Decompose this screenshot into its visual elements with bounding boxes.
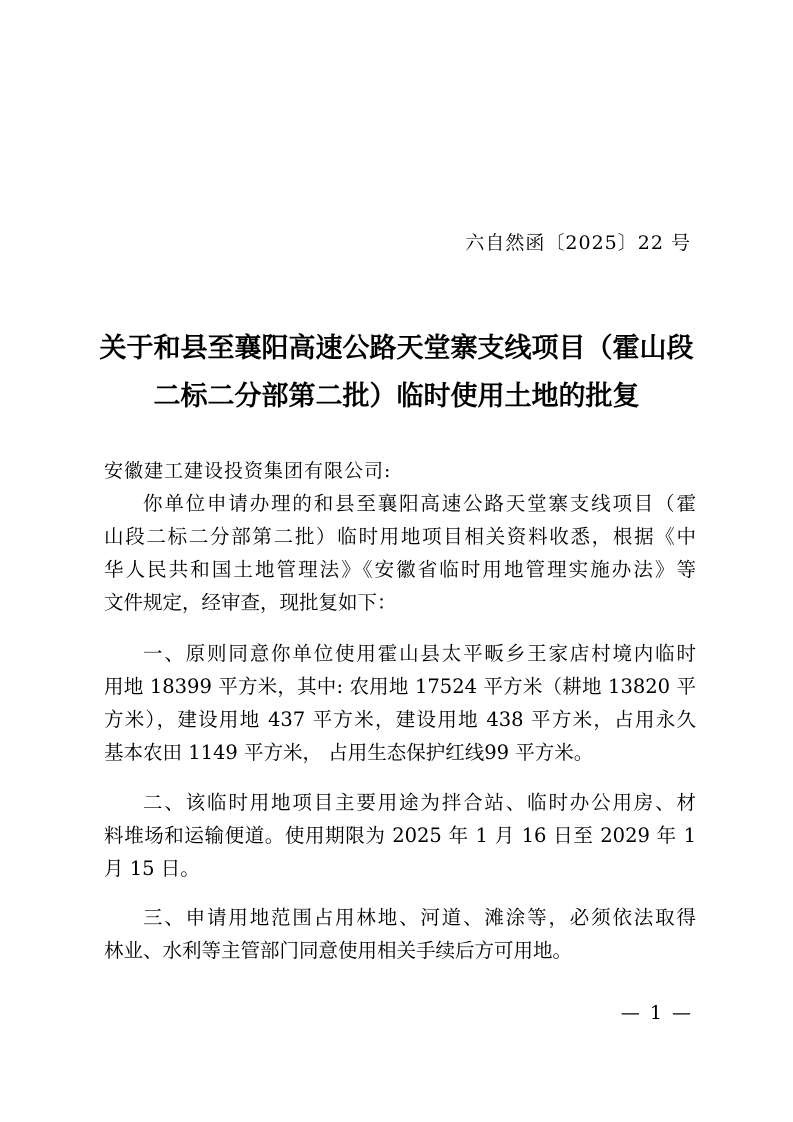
document-number: 六自然函〔2025〕22 号 bbox=[465, 232, 691, 254]
paragraph-line: 林业、水利等主管部门同意使用相关手续后方可用地。 bbox=[104, 939, 573, 962]
document-title bbox=[60, 325, 733, 421]
paragraph-line: 用地 18399 平方米，其中: 农用地 17524 平方米（耕地 13820 平 bbox=[104, 675, 696, 698]
paragraph-line: 料堆场和运输便道。使用期限为 2025 年 1 月 16 日至 2029 年 1 bbox=[104, 824, 696, 847]
paragraph-item-2 bbox=[104, 786, 696, 885]
page-number: — 1 — bbox=[620, 1002, 693, 1024]
title-line-2: 二标二分部第二批）临时使用土地的批复 bbox=[153, 381, 640, 412]
paragraph-line: 月 15 日。 bbox=[104, 857, 200, 880]
paragraph-line: 一、原则同意你单位使用霍山县太平畈乡王家店村境内临时 bbox=[143, 642, 696, 665]
paragraph-line: 基本农田 1149 平方米， 占用生态保护红线99 平方米。 bbox=[104, 741, 594, 764]
addressee: 安徽建工建设投资集团有限公司: bbox=[104, 460, 392, 482]
paragraph-item-1 bbox=[104, 637, 696, 769]
paragraph-line: 文件规定，经审查，现批复如下： bbox=[104, 591, 397, 614]
paragraph-line: 方米），建设用地 437 平方米，建设用地 438 平方米，占用永久 bbox=[104, 708, 696, 731]
paragraph-intro bbox=[104, 487, 696, 619]
paragraph-line: 你单位申请办理的和县至襄阳高速公路天堂寨支线项目（霍 bbox=[143, 492, 696, 515]
paragraph-line: 山段二标二分部第二批）临时用地项目相关资料收悉，根据《中 bbox=[104, 525, 696, 548]
title-line-1: 关于和县至襄阳高速公路天堂寨支线项目（霍山段 bbox=[99, 333, 694, 364]
paragraph-line: 二、该临时用地项目主要用途为拌合站、临时办公用房、材 bbox=[143, 791, 696, 814]
paragraph-line: 三、申请用地范围占用林地、河道、滩涂等，必须依法取得 bbox=[143, 906, 696, 929]
paragraph-item-3 bbox=[104, 901, 696, 967]
paragraph-line: 华人民共和国土地管理法》《安徽省临时用地管理实施办法》等 bbox=[104, 558, 696, 581]
